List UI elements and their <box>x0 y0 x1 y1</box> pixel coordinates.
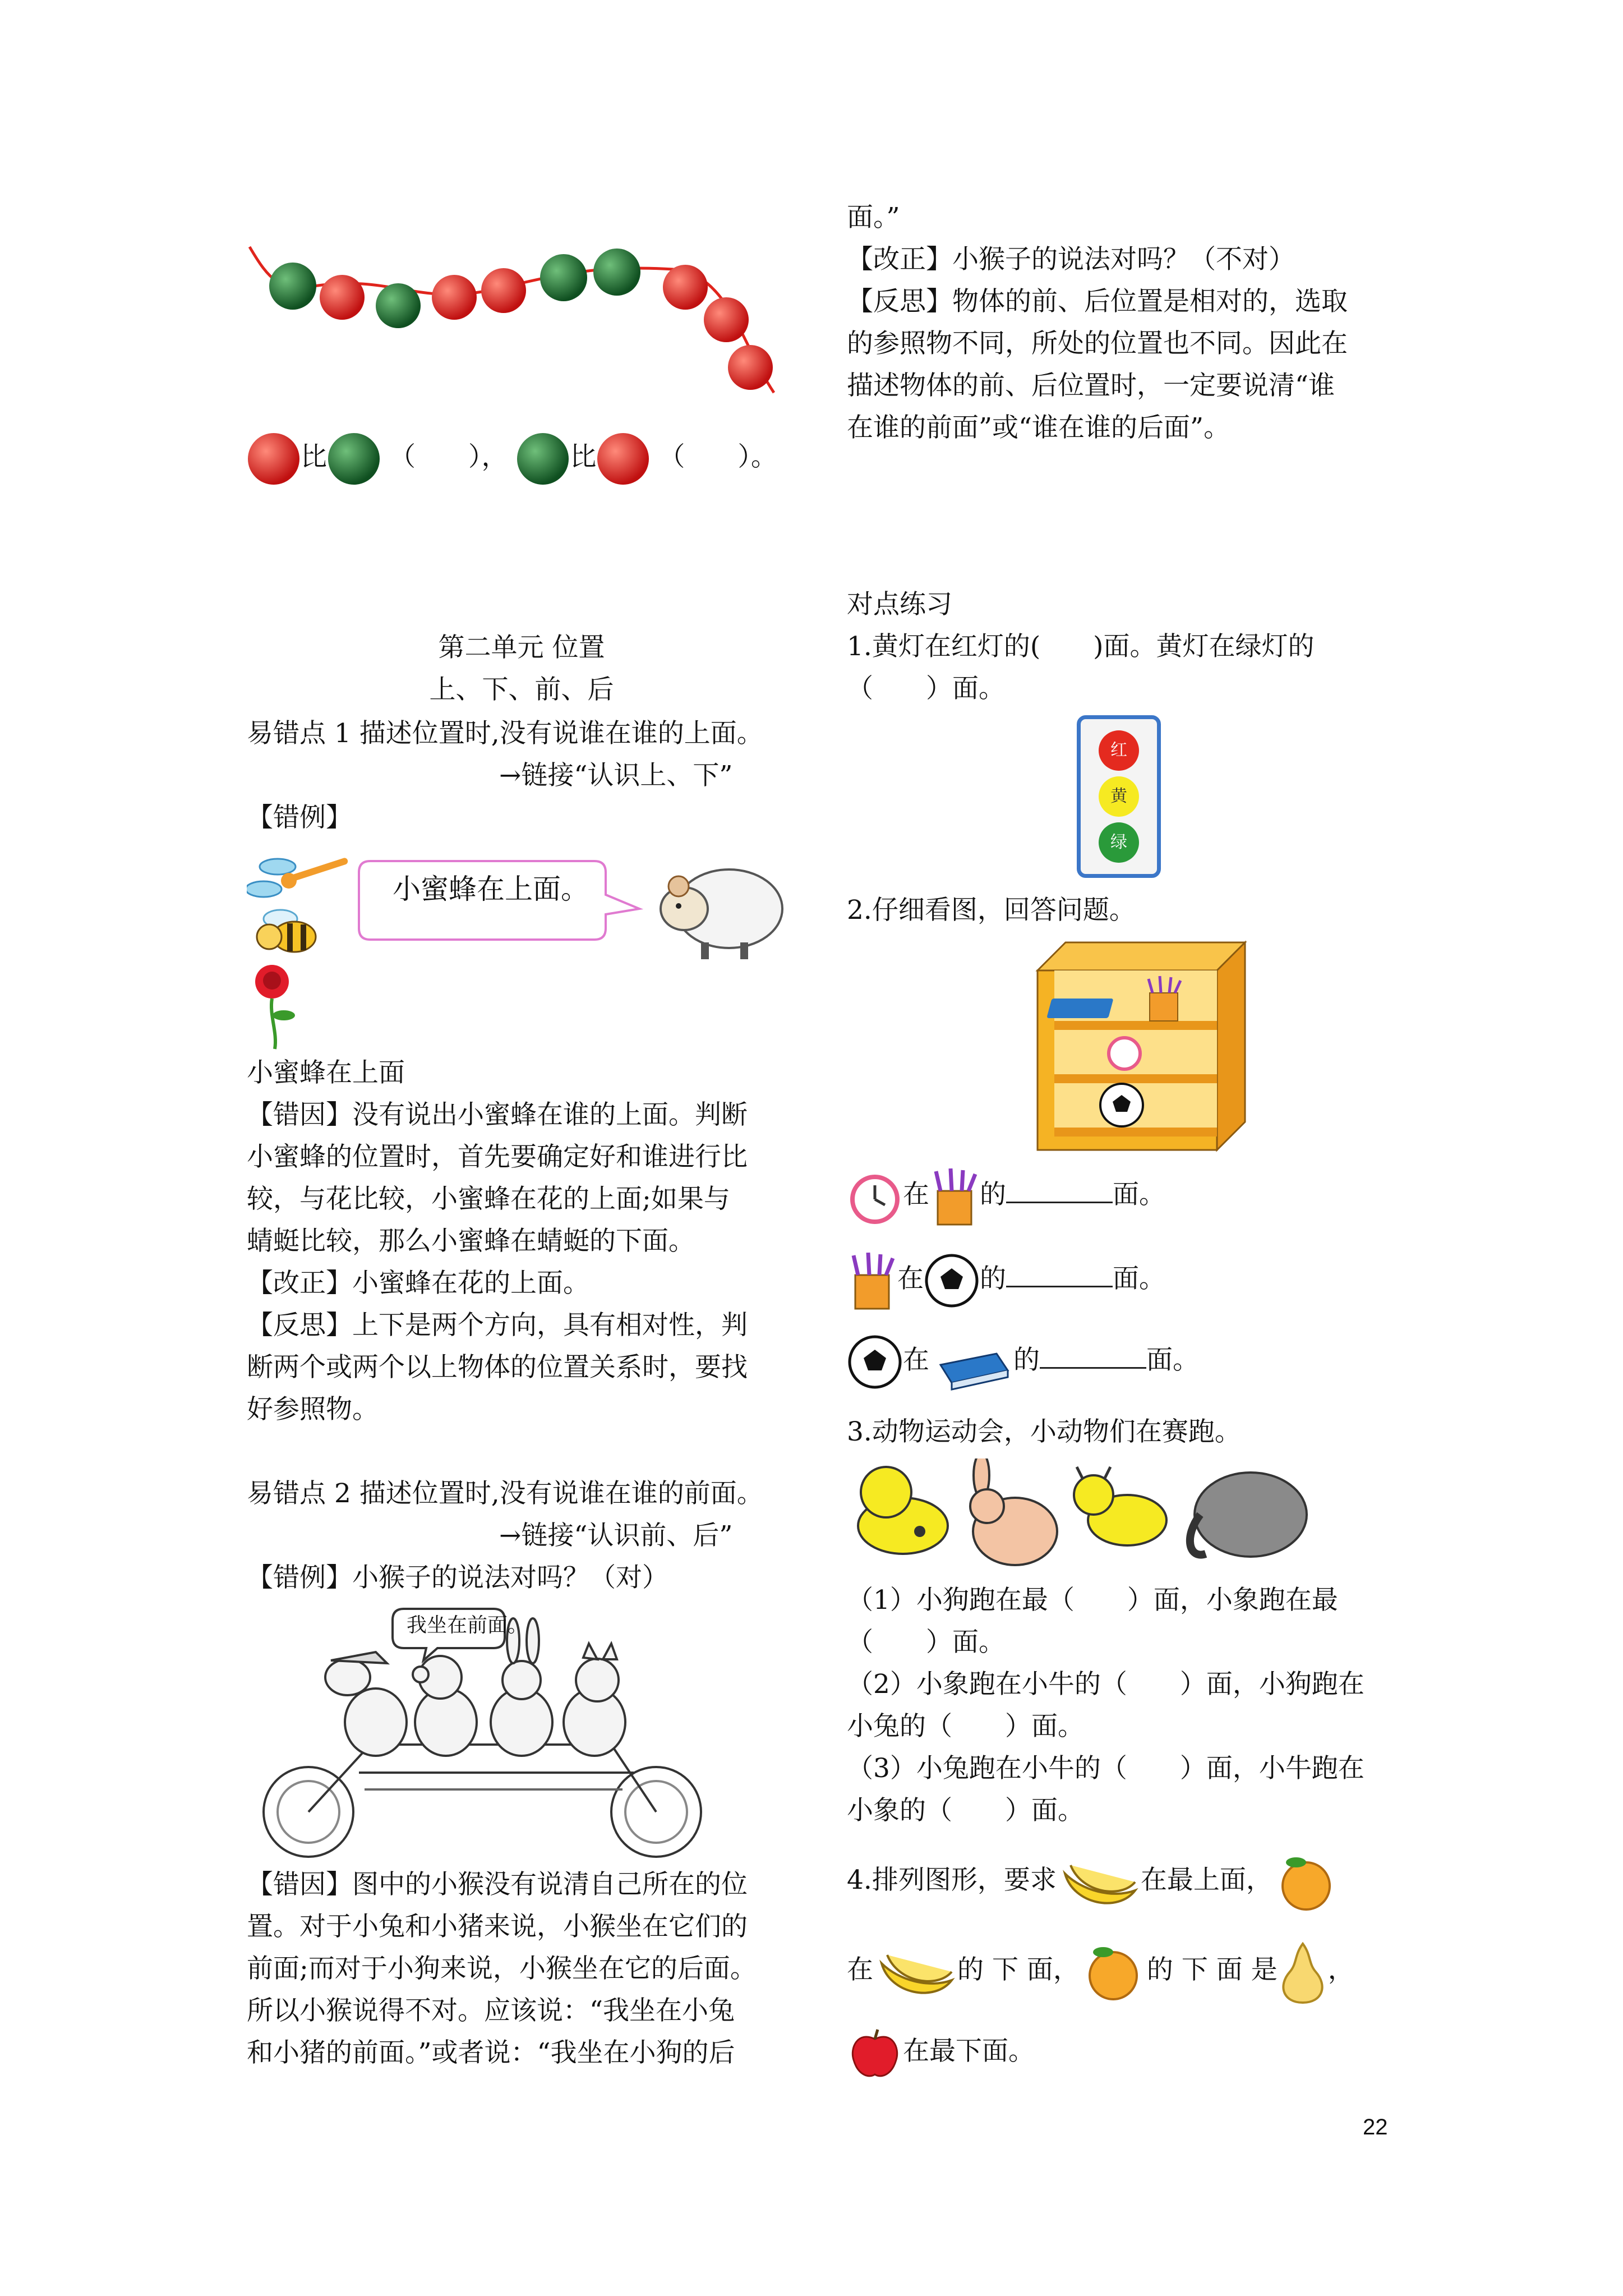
question-3-line: （1）小狗跑在最（ ）面，小象跑在最 <box>847 1585 1338 1616</box>
cause-line: 蜻蜓比较，那么小蜜蜂在蜻蜓的下面。 <box>247 1226 695 1257</box>
example-line: 【错例】小猴子的说法对吗？（对） <box>247 1562 668 1593</box>
question-3-line: 小兔的（ ）面。 <box>847 1711 1084 1742</box>
question-3-line: （2）小象跑在小牛的（ ）面，小狗跑在 <box>847 1669 1364 1700</box>
red-bead-icon <box>247 432 301 486</box>
reflect-line: 好参照物。 <box>247 1394 379 1425</box>
cause-line: 所以小猴说得不对。应该说：“我坐在小兔 <box>247 1995 735 2026</box>
example-label: 【错例】 <box>247 802 352 833</box>
error-point-1-heading: 易错点 1 描述位置时,没有说谁在谁的上面。 <box>247 718 763 749</box>
book-icon <box>929 1331 1013 1393</box>
practice-title: 对点练习 <box>847 589 952 620</box>
rose-icon <box>255 965 295 1049</box>
dog-icon <box>858 1467 948 1554</box>
green-bead <box>593 249 640 296</box>
pear-icon <box>1278 1938 1328 2005</box>
compare-text: 比 <box>301 441 327 472</box>
soccer-ball-icon <box>847 1331 903 1393</box>
monkey-speech-text: 我坐在前面。 <box>407 1614 528 1637</box>
question-2-item-1: 在 的 面。 <box>847 1166 1165 1227</box>
answer-blank: （ ）， <box>389 441 508 472</box>
bee-speech-text: 小蜜蜂在上面。 <box>393 873 589 905</box>
question-4-line-2: 在 的 下 面， 的 下 面 是 ， <box>847 1938 1354 2005</box>
bead-string-figure <box>247 241 785 409</box>
green-bead-icon <box>327 432 381 486</box>
reflect-line: 断两个或两个以上物体的位置关系时，要找 <box>247 1352 748 1383</box>
question-3-line: （ ）面。 <box>847 1627 1005 1658</box>
correction-line: 【改正】小蜜蜂在花的上面。 <box>247 1268 589 1299</box>
pencil-cup-icon <box>929 1166 980 1227</box>
book-icon <box>1046 999 1113 1018</box>
red-bead <box>728 345 773 390</box>
reflect-line: 【反思】上下是两个方向，具有相对性，判 <box>247 1310 748 1341</box>
question-3-line: （3）小兔跑在小牛的（ ）面，小牛跑在 <box>847 1753 1364 1784</box>
continued-line: 【反思】物体的前、后位置是相对的，选取 <box>847 286 1348 317</box>
cause-line: 较，与花比较，小蜜蜂在花的上面;如果与 <box>247 1184 730 1214</box>
cause-line: 【错因】图中的小猴没有说清自己所在的位 <box>247 1869 748 1900</box>
orange-icon <box>1272 1851 1340 1913</box>
alarm-clock-icon <box>847 1166 903 1227</box>
cause-line: 前面;而对于小狗来说，小猴坐在它的后面。 <box>247 1953 757 1984</box>
bookshelf-figure <box>1026 937 1251 1156</box>
cause-line: 置。对于小兔和小猪来说，小猴坐在它们的 <box>247 1911 748 1942</box>
question-1-line: 1.黄灯在红灯的( )面。黄灯在绿灯的 <box>847 631 1315 662</box>
error-point-2-heading: 易错点 2 描述位置时,没有说谁在谁的前面。 <box>247 1478 763 1509</box>
continued-line: 面。” <box>847 202 900 233</box>
elephant-icon <box>1190 1473 1307 1557</box>
green-bead <box>376 283 421 328</box>
link-front-back: →链接“认识前、后” <box>499 1520 733 1551</box>
pig-rider <box>564 1644 625 1756</box>
animal-race-figure <box>847 1458 1329 1582</box>
red-bead <box>704 297 749 342</box>
sheep-icon <box>661 869 782 959</box>
apple-icon <box>847 2025 903 2081</box>
bee-icon <box>257 910 316 952</box>
question-4-line-1: 4.排列图形，要求 在最上面， <box>847 1851 1340 1913</box>
page-number: 22 <box>1363 2115 1388 2139</box>
continued-line: 【改正】小猴子的说法对吗？（不对） <box>847 244 1295 275</box>
question-2-item-3: 在 的 面。 <box>847 1331 1199 1393</box>
section-title: 上、下、前、后 <box>429 674 614 705</box>
green-bead <box>540 254 587 301</box>
answer-blank: （ ）。 <box>658 441 777 472</box>
traffic-light <box>1077 715 1161 878</box>
rabbit-icon <box>970 1458 1057 1565</box>
green-bead-icon <box>516 432 570 486</box>
tandem-bicycle-illustration <box>252 1604 735 1862</box>
link-above-below: →链接“认识上、下” <box>499 760 733 791</box>
question-4-line-3: 在最下面。 <box>847 2025 1035 2081</box>
soccer-ball-icon <box>1100 1084 1143 1126</box>
cow-icon <box>1074 1467 1166 1545</box>
yellow-light: 黄 <box>1099 776 1139 817</box>
dog-rider <box>325 1652 407 1756</box>
question-2-title: 2.仔细看图，回答问题。 <box>847 895 1136 926</box>
pencil-cup-icon <box>847 1250 897 1312</box>
question-3-title: 3.动物运动会，小动物们在赛跑。 <box>847 1416 1241 1447</box>
banana-icon <box>873 1941 957 2003</box>
cause-line: 小蜜蜂的位置时，首先要确定好和谁进行比 <box>247 1142 748 1172</box>
red-bead <box>663 265 708 310</box>
question-3-line: 小象的（ ）面。 <box>847 1795 1084 1826</box>
dragonfly-icon <box>247 857 349 897</box>
answer-blank[interactable] <box>1040 1342 1146 1369</box>
red-bead <box>432 275 477 320</box>
question-2-item-2: 在 的 面。 <box>847 1250 1165 1312</box>
answer-blank[interactable] <box>1006 1177 1113 1203</box>
banana-icon <box>1057 1851 1141 1913</box>
red-bead <box>320 275 365 320</box>
alarm-clock-icon <box>1109 1038 1140 1069</box>
monkey-rider <box>413 1656 477 1756</box>
bee-caption: 小蜜蜂在上面 <box>247 1057 405 1088</box>
red-bead-icon <box>596 432 650 486</box>
soccer-ball-icon <box>924 1250 980 1312</box>
red-bead <box>481 268 526 313</box>
continued-line: 的参照物不同，所处的位置也不同。因此在 <box>847 328 1348 359</box>
question-1-line: （ ）面。 <box>847 673 1005 704</box>
red-light: 红 <box>1099 730 1139 771</box>
green-light: 绿 <box>1099 822 1139 863</box>
compare-text: 比 <box>570 441 597 472</box>
answer-blank[interactable] <box>1006 1261 1113 1287</box>
cause-line: 【错因】没有说出小蜜蜂在谁的上面。判断 <box>247 1099 748 1130</box>
unit-title: 第二单元 位置 <box>438 632 605 663</box>
green-bead <box>269 263 316 310</box>
cause-line: 和小猪的前面。”或者说：“我坐在小狗的后 <box>247 2037 735 2068</box>
orange-icon <box>1080 1941 1147 2003</box>
beads-question <box>247 432 777 482</box>
continued-line: 描述物体的前、后位置时，一定要说清“谁 <box>847 370 1335 401</box>
continued-line: 在谁的前面”或“谁在谁的后面”。 <box>847 412 1230 443</box>
